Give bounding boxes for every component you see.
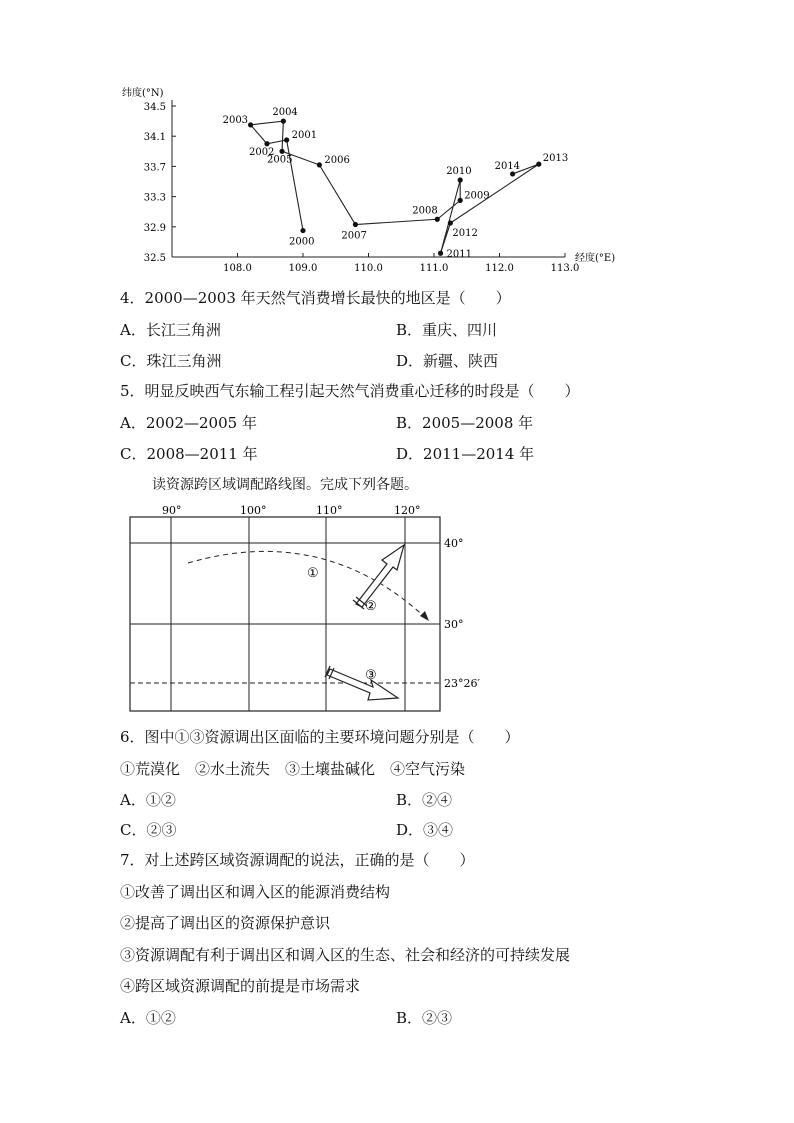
consumption-centroid-chart	[110, 82, 640, 274]
resource-transfer-map	[126, 503, 486, 713]
q7-option-a[interactable]: A．①②	[120, 1009, 176, 1027]
q4-option-a[interactable]: A．长江三角洲	[120, 321, 221, 339]
point-2012	[448, 220, 453, 225]
y-tick-label: 33.3	[143, 192, 166, 204]
q6-option-d[interactable]: D．③④	[396, 821, 454, 839]
marker-3: ③	[365, 668, 377, 683]
q5-option-d[interactable]: D．2011—2014 年	[396, 445, 535, 463]
point-label-2009: 2009	[464, 190, 490, 202]
q6-option-a[interactable]: A．①②	[120, 791, 176, 809]
point-label-2012: 2012	[452, 228, 478, 240]
y-tick-label: 33.7	[143, 162, 166, 174]
point-2006	[317, 162, 322, 167]
lat-label-40: 40°	[444, 537, 464, 550]
point-label-2010: 2010	[446, 165, 472, 177]
lat-label-tropic: 23°26′	[444, 677, 480, 690]
point-2007	[353, 222, 358, 227]
lon-label-110: 110°	[316, 504, 343, 517]
point-2004	[281, 119, 286, 124]
y-tick-label: 32.9	[143, 222, 166, 234]
q7-option-b[interactable]: B．②③	[396, 1009, 453, 1027]
q7-statement-3: ③资源调配有利于调出区和调入区的生态、社会和经济的可持续发展	[120, 946, 571, 964]
point-label-2014: 2014	[494, 160, 521, 172]
point-2003	[248, 122, 253, 127]
q4-stem: 4．2000—2003 年天然气消费增长最快的地区是（ ）	[120, 289, 511, 307]
y-tick-label: 34.1	[143, 132, 166, 144]
marker-2: ②	[365, 599, 377, 614]
q7-stem: 7．对上述跨区域资源调配的说法，正确的是（ ）	[120, 851, 475, 869]
q6-option-c[interactable]: C．②③	[120, 821, 177, 839]
point-label-2008: 2008	[412, 205, 438, 217]
lon-label-120: 120°	[394, 504, 421, 517]
q6-items: ①荒漠化 ②水土流失 ③土壤盐碱化 ④空气污染	[120, 760, 466, 778]
point-2008	[435, 217, 440, 222]
point-2000	[300, 228, 305, 233]
lon-label-90: 90°	[162, 504, 182, 517]
x-tick-label: 108.0	[223, 263, 252, 274]
lat-label-30: 30°	[444, 618, 464, 631]
point-2014	[510, 171, 515, 176]
q6-option-b[interactable]: B．②④	[396, 791, 453, 809]
x-axis-label: 经度(°E)	[575, 253, 616, 264]
q6-stem: 6．图中①③资源调出区面临的主要环境问题分别是（ ）	[120, 728, 520, 746]
q4-option-b[interactable]: B．重庆、四川	[396, 321, 498, 339]
point-2009	[458, 198, 463, 203]
point-2005	[279, 149, 284, 154]
chart-axes	[122, 86, 615, 274]
point-2013	[536, 162, 541, 167]
route-2-arrow	[353, 545, 404, 609]
q7-statement-1: ①改善了调出区和调入区的能源消费结构	[120, 883, 391, 901]
q5-option-a[interactable]: A．2002—2005 年	[120, 414, 257, 432]
y-tick-label: 32.5	[143, 253, 166, 264]
x-tick-label: 112.0	[485, 263, 514, 274]
section-intro: 读资源跨区域调配路线图。完成下列各题。	[152, 477, 418, 493]
point-label-2001: 2001	[291, 129, 318, 141]
y-axis-label: 纬度(°N)	[122, 88, 164, 99]
route-1-arrowhead	[420, 611, 429, 621]
point-label-2011: 2011	[446, 249, 473, 261]
map-frame	[130, 517, 440, 711]
point-2011	[438, 251, 443, 256]
point-label-2004: 2004	[272, 107, 298, 119]
x-tick-label: 110.0	[354, 263, 383, 274]
x-tick-label: 111.0	[419, 263, 449, 274]
point-label-2013: 2013	[542, 153, 569, 165]
point-label-2006: 2006	[324, 154, 350, 166]
lon-label-100: 100°	[240, 504, 267, 517]
q4-option-d[interactable]: D．新疆、陕西	[396, 352, 499, 370]
y-tick-label: 34.5	[143, 102, 166, 113]
x-tick-label: 113.0	[550, 263, 580, 274]
x-tick-label: 109.0	[288, 263, 318, 274]
q7-statement-2: ②提高了调出区的资源保护意识	[120, 914, 331, 932]
chart-points	[223, 107, 569, 260]
point-label-2007: 2007	[341, 230, 367, 242]
point-2010	[458, 177, 463, 182]
point-label-2005: 2005	[267, 154, 293, 166]
point-label-2000: 2000	[289, 236, 315, 248]
q5-option-c[interactable]: C．2008—2011 年	[120, 445, 258, 463]
q5-option-b[interactable]: B．2005—2008 年	[396, 414, 534, 432]
point-label-2002: 2002	[248, 146, 275, 158]
q7-statement-4: ④跨区域资源调配的前提是市场需求	[120, 977, 361, 995]
point-label-2003: 2003	[222, 114, 249, 126]
q4-option-c[interactable]: C．珠江三角洲	[120, 352, 222, 370]
q5-stem: 5．明显反映西气东输工程引起天然气消费重心迁移的时段是（ ）	[120, 382, 580, 400]
point-2001	[284, 137, 289, 142]
point-2002	[264, 141, 269, 146]
marker-1: ①	[307, 566, 319, 581]
